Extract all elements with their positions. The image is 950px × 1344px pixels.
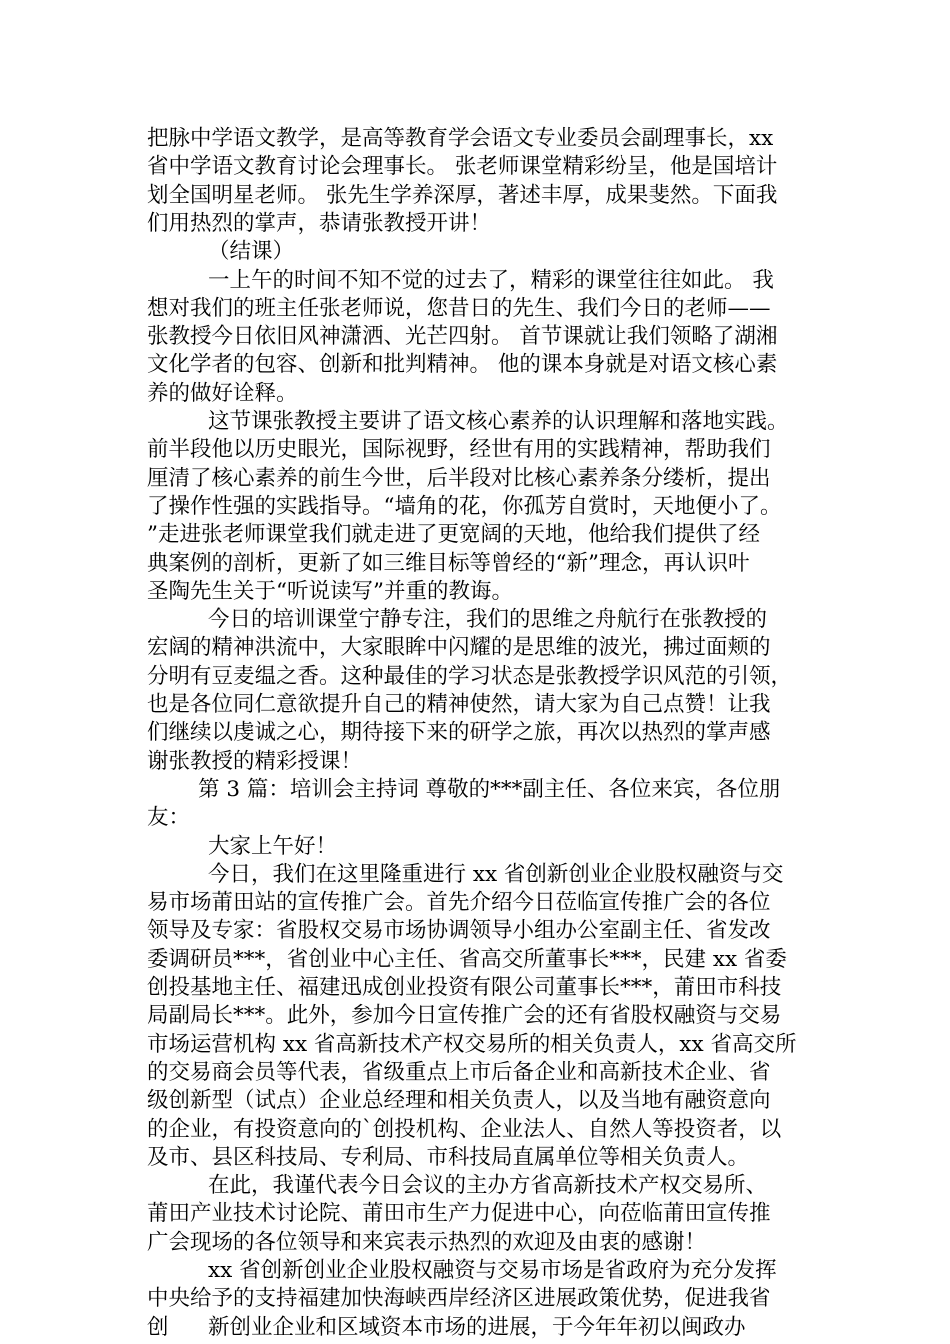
text-line: 委调研员***，省创业中心主任、省高交所董事长***，民建 xx 省委 <box>147 946 787 972</box>
section-label: （结课） <box>208 239 295 265</box>
text-line: 一上午的时间不知不觉的过去了，精彩的课堂往往如此。 我 <box>208 267 774 293</box>
text-line: 今日的培训课堂宁静专注，我们的思维之舟航行在张教授的 <box>208 607 768 633</box>
text-line: 谢张教授的精彩授课！ <box>147 748 363 774</box>
text-line: 的企业，有投资意向的`创投机构、企业法人、自然人等投资者，以 <box>147 1116 782 1142</box>
text-line: 在此，我谨代表今日会议的主办方省高新技术产权交易所、 <box>208 1173 768 1199</box>
section-heading: 第 3 篇：培训会主持词 尊敬的***副主任、各位来宾，各位朋 <box>198 776 781 802</box>
text-line: 张教授今日依旧风神潇洒、光芒四射。 首节课就让我们领略了湖湘 <box>147 324 778 350</box>
text-line: 易市场莆田站的宣传推广会。首先介绍今日莅临宣传推广会的各位 <box>147 890 771 916</box>
text-line: 领导及专家：省股权交易市场协调领导小组办公室副主任、省发改 <box>147 918 771 944</box>
text-line: 的交易商会员等代表，省级重点上市后备企业和高新技术企业、省 <box>147 1059 771 1085</box>
text-line: 想对我们的班主任张老师说，您昔日的先生、我们今日的老师—— <box>147 295 771 321</box>
text-line: 广会现场的各位领导和来宾表示热烈的欢迎及由衷的感谢！ <box>147 1229 707 1255</box>
text-line: 们继续以虔诚之心，期待接下来的研学之旅，再次以热烈的掌声感 <box>147 720 771 746</box>
text-line: 们用热烈的掌声，恭请张教授开讲！ <box>147 210 492 236</box>
text-line: 前半段他以历史眼光，国际视野，经世有用的实践精神，帮助我们 <box>147 437 771 463</box>
text-line: 划全国明星老师。 张先生学养深厚，著述丰厚，成果斐然。下面我 <box>147 182 778 208</box>
text-line: xx 省创新创业企业股权融资与交易市场是省政府为充分发挥 <box>208 1258 777 1283</box>
text-line: 省中学语文教育讨论会理事长。 张老师课堂精彩纷呈，他是国培计 <box>147 154 778 180</box>
text-line: 圣陶先生关于“听说读写”并重的教诲。 <box>147 578 513 604</box>
text-line: 中央给予的支持福建加快海峡西岸经济区进展政策优势，促进我省 <box>147 1286 771 1312</box>
text-line: 及市、县区科技局、专利局、市科技局直属单位等相关负责人。 <box>147 1144 750 1170</box>
text-line: 养的做好诠释。 <box>147 380 298 406</box>
text-line: 宏阔的精神洪流中，大家眼眸中闪耀的是思维的波光，拂过面颊的 <box>147 635 771 661</box>
text-line: ”走进张老师课堂我们就走进了更宽阔的天地，他给我们提供了经 <box>147 522 760 548</box>
text-line: 友： <box>147 805 191 831</box>
text-line: 创投基地主任、福建迅成创业投资有限公司董事长***，莆田市科技 <box>147 975 782 1000</box>
greeting-line: 大家上午好！ <box>208 833 338 859</box>
text-line: 莆田产业技术讨论院、莆田市生产力促进中心，向莅临莆田宣传推 <box>147 1201 771 1227</box>
text-line: 厘清了核心素养的前生今世，后半段对比核心素养条分缕析，提出 <box>147 465 771 491</box>
text-line: 市场运营机构 xx 省高新技术产权交易所的相关负责人，xx 省高交所 <box>147 1031 797 1057</box>
text-line: 文化学者的包容、创新和批判精神。 他的课本身就是对语文核心素 <box>147 352 778 378</box>
text-line: 局副局长***。此外，参加今日宣传推广会的还有省股权融资与交易 <box>147 1003 782 1029</box>
text-line: 典案例的剖析，更新了如三维目标等曾经的“新”理念，再认识叶 <box>147 550 750 576</box>
text-line: 这节课张教授主要讲了语文核心素养的认识理解和落地实践。 <box>208 409 789 434</box>
text-line: 级创新型（试点）企业总经理和相关负责人，以及当地有融资意向 <box>147 1088 771 1114</box>
text-line: 把脉中学语文教学，是高等教育学会语文专业委员会副理事长，xx <box>147 126 774 151</box>
text-line: 分明有豆麦缊之香。这种最佳的学习状态是张教授学识风范的引领， <box>147 663 793 689</box>
text-line: 新创业企业和区域资本市场的进展，于今年年初以闽政办 <box>208 1315 746 1340</box>
text-line: 也是各位同仁意欲提升自己的精神使然，请大家为自己点赞！让我 <box>147 692 771 717</box>
text-line: 了操作性强的实践指导。“墙角的花，你孤芳自赏时，天地便小了。 <box>147 493 782 519</box>
text-line: 今日，我们在这里隆重进行 xx 省创新创业企业股权融资与交 <box>208 861 784 887</box>
text-line: 创 <box>147 1314 169 1340</box>
